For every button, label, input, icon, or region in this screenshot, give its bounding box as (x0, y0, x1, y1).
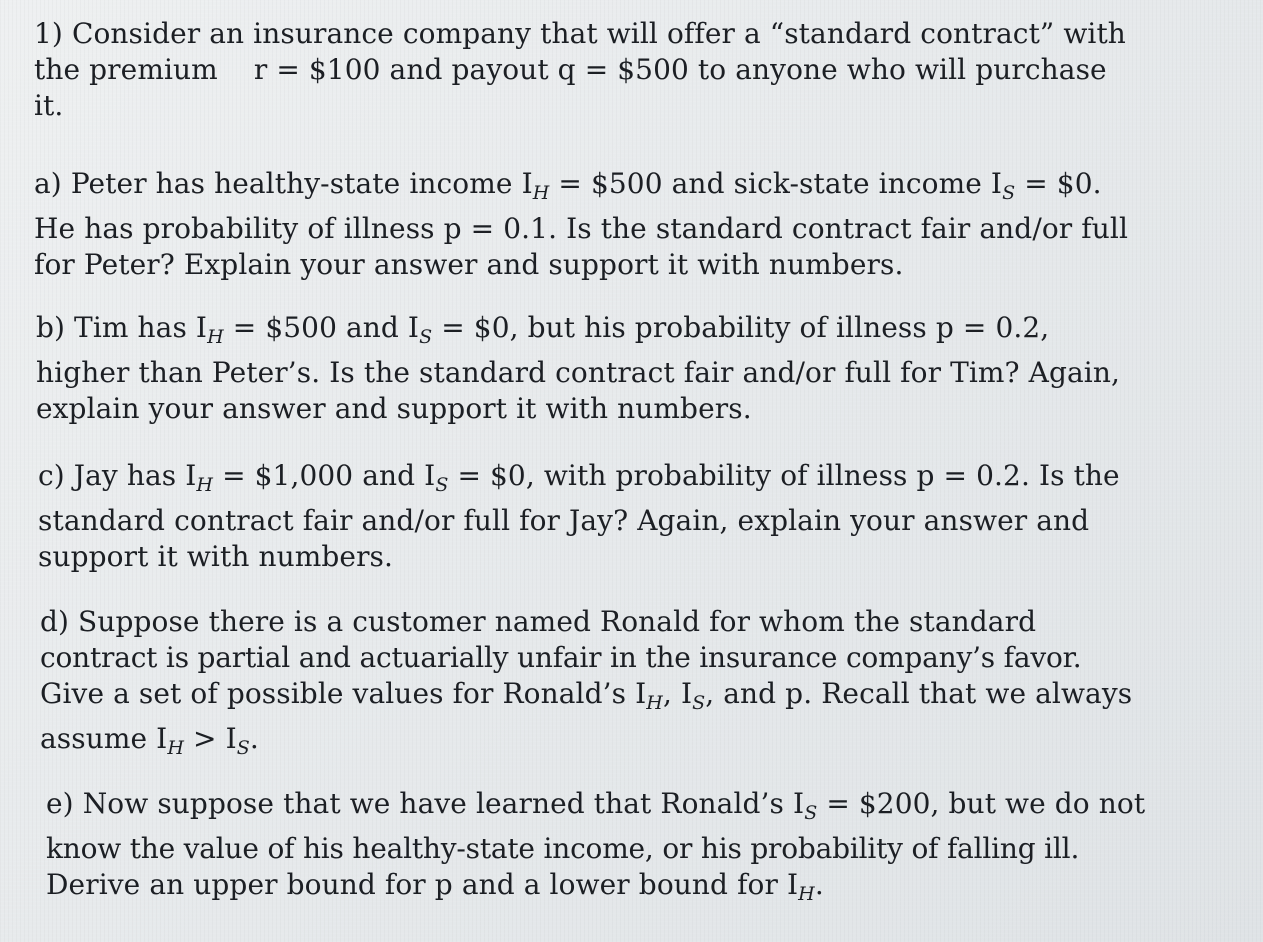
a-line-1: a) Peter has healthy-state income $I_H$ = $500 and sick-state income $I_S$ = $0. (34, 167, 1102, 204)
d-line-4: assume $I_H > I_S$. (40, 722, 259, 759)
e-line-2: know the value of his healthy-state income, or his probability of falling ill. (46, 832, 1080, 865)
e-line-3: Derive an upper bound for p and a lower bound for $I_H$. (46, 868, 824, 905)
e-line-1: e) Now suppose that we have learned that Ronald’s $I_S$ = $200, but we do not (46, 787, 1146, 824)
intro-premium-label: the premium (34, 53, 218, 86)
intro-premium-values: r = $100 and payout q = $500 to anyone who will purchase (253, 53, 1107, 86)
intro-line-2 (34, 52, 1126, 88)
question-intro (34, 16, 1126, 124)
c-line-3: support it with numbers. (38, 540, 394, 573)
a-line-2: He has probability of illness p = 0.1. Is the standard contract fair and/or full (34, 212, 1128, 245)
d-line-2: contract is partial and actuarially unfair in the insurance company’s favor. (40, 641, 1082, 674)
d-line-3: Give a set of possible values for Ronald’s $I_H$, $I_S$, and p. Recall that we always (40, 677, 1133, 714)
b-line-1: b) Tim has $I_H$ = $500 and $I_S$ = $0, but his probability of illness p = 0.2, (36, 311, 1050, 348)
intro-line-3: it. (34, 89, 64, 122)
c-line-1: c) Jay has $I_H$ = $1,000 and $I_S$ = $0, with probability of illness p = 0.2. Is the (38, 459, 1120, 496)
intro-line-1: 1) Consider an insurance company that will offer a “standard contract” with (34, 17, 1126, 50)
b-line-2: higher than Peter’s. Is the standard contract fair and/or full for Tim? Again, (36, 356, 1120, 389)
b-line-3: explain your answer and support it with numbers. (36, 392, 752, 425)
a-line-3: for Peter? Explain your answer and support it with numbers. (34, 248, 904, 281)
d-line-1: d) Suppose there is a customer named Ronald for whom the standard (40, 605, 1037, 638)
question-a (34, 166, 1128, 283)
question-c (38, 458, 1120, 575)
question-e (46, 786, 1145, 912)
c-line-2: standard contract fair and/or full for Jay? Again, explain your answer and (38, 504, 1090, 537)
question-b (36, 310, 1120, 427)
question-d (40, 604, 1132, 766)
